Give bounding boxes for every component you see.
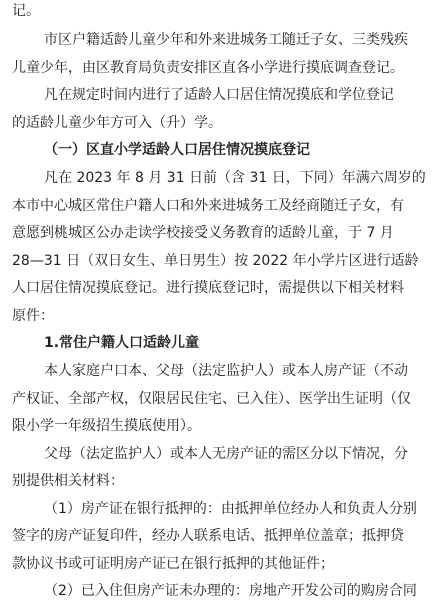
text-line: 本人家庭户口本、父母（法定监护人）或本人房产证（不动 [44,363,408,379]
text-line: 父母（法定监护人）或本人无房产证的需区分以下情况，分 [44,446,408,462]
text-line: 市区户籍适龄儿童少年和外来进城务工随迁子女、三类残疾 [44,32,408,48]
text-line: 别提供相关材料： [12,473,124,489]
text-line: （2）已入住但房产证未办理的：房地产开发公司的购房合同 [44,583,417,599]
text-line: 款协议书或可证明房产证已在银行抵押的其他证件； [12,556,334,572]
section-heading: （一）区直小学适龄人口居住情况摸底登记 [44,142,310,158]
text-line: 的适龄儿童少年方可入（升）学。 [12,115,222,131]
text-line: 限小学一年级招生摸底使用）。 [12,418,201,434]
text-line: 意愿到桃城区公办走读学校接受义务教育的适龄儿童，于 7 月 [12,225,394,241]
text-line: （1）房产证在银行抵押的：由抵押单位经办人和负责人分别 [44,501,417,517]
text-line: 凡在规定时间内进行了适龄人口居住情况摸底和学位登记 [44,87,394,103]
subsection-heading: 1.常住户籍人口适龄儿童 [44,335,200,351]
text-line: 签字的房产证复印件，经办人联系电话、抵押单位盖章；抵押贷 [12,528,404,544]
text-line: 28—31 日（双日女生、单日男生）按 2022 年小学片区进行适龄 [12,253,419,269]
text-line: 产权证、全部产权，仅限居民住宅、已入住）、医学出生证明（仅 [12,391,411,407]
text-line: 记。 [12,3,40,19]
text-line: 本市中心城区常住户籍人口和外来进城务工及经商随迁子女，有 [12,198,404,214]
text-line: 原件： [12,308,54,324]
text-line: 凡在 2023 年 8 月 31 日前（含 31 日，下同）年满六周岁的 [44,170,426,186]
text-line: 人口居住情况摸底登记。进行摸底登记时，需提供以下相关材料 [12,280,404,296]
text-line: 儿童少年，由区教育局负责安排区直各小学进行摸底调查登记。 [12,60,404,76]
